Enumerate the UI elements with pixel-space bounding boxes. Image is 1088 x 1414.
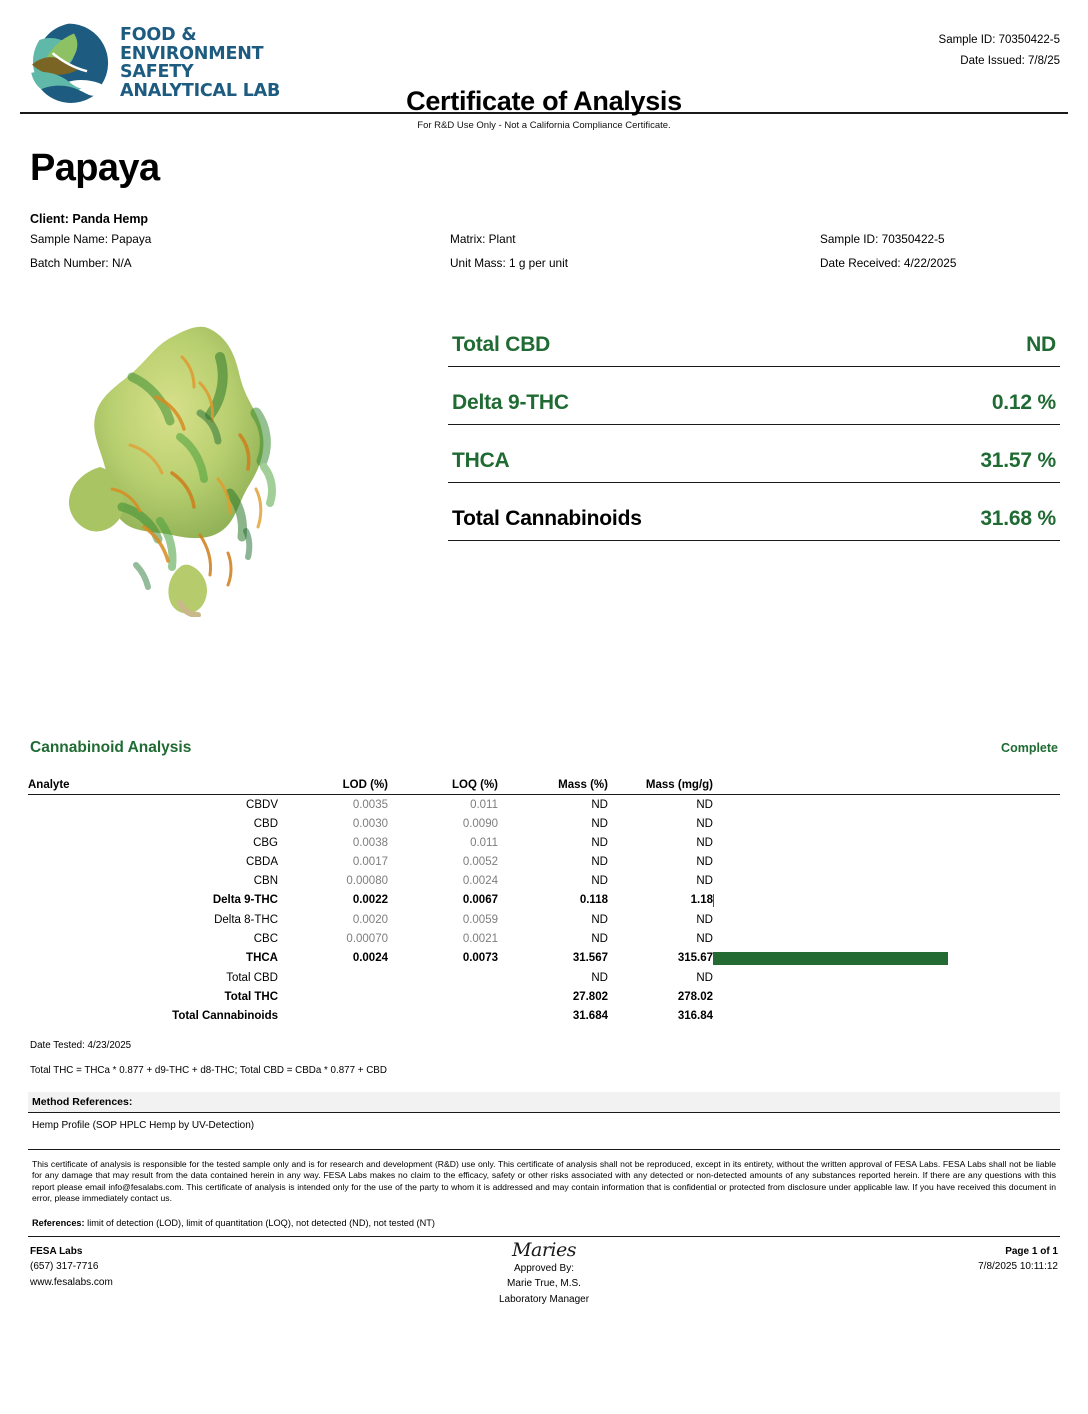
table-row bbox=[28, 1006, 1060, 1025]
cannabinoid-table bbox=[28, 779, 1060, 1025]
cell-bar bbox=[713, 968, 1060, 987]
cell-mass-mgg: ND bbox=[696, 817, 713, 830]
cell-bar bbox=[713, 871, 1060, 890]
cell-mass-mgg: ND bbox=[696, 913, 713, 926]
cell-loq: 0.0090 bbox=[462, 817, 498, 830]
cannabinoid-analysis-section bbox=[0, 739, 1088, 1236]
cannabis-bud-image bbox=[60, 317, 350, 617]
legal-disclaimer: This certificate of analysis is responsible for the tested sample only and is for research and development (R&D) use only. This certificate of analysis shall not be reproduced, except in its entirety, without the written approval of FESA Labs. FESA Labs shall not be liable for any damage that may result from the data contained herein in any way. FESA Labs makes no claim to the efficacy, safety or other risks associated with any detected or non-detected amounts of any substances reported herein. If there are any questions with this report please email info@fesalabs.com. This certificate of analysis is intended only for the use of the party to whom it is addressed and may contain information that is confidential or protected from disclosure under applicable law. If you have received this document in error, please immediately contact us. bbox=[32, 1159, 1056, 1204]
footer-phone: (657) 317-7716 bbox=[30, 1261, 99, 1273]
logo-line-2: ENVIRONMENT bbox=[120, 43, 264, 64]
summary-value: 31.68 % bbox=[980, 507, 1056, 530]
cell-bar bbox=[713, 987, 1060, 1006]
header-sample-id: Sample ID: 70350422-5 bbox=[938, 34, 1060, 46]
summary-row bbox=[448, 309, 1060, 367]
date-tested: Date Tested: 4/23/2025 bbox=[30, 1040, 132, 1051]
method-references-heading: Method References: bbox=[28, 1092, 1060, 1113]
batch-number: Batch Number: N/A bbox=[30, 256, 132, 270]
cell-analyte: CBDV bbox=[246, 798, 278, 811]
cell-mass-mgg: 1.18 bbox=[690, 894, 713, 906]
table-row bbox=[28, 814, 1060, 833]
references-line bbox=[32, 1218, 1056, 1236]
cell-analyte: Delta 8-THC bbox=[214, 913, 278, 926]
cell-lod: 0.00070 bbox=[346, 932, 388, 945]
summary-value: 0.12 % bbox=[991, 391, 1056, 414]
signature-image: Maries bbox=[512, 1238, 576, 1261]
cell-lod bbox=[278, 968, 388, 987]
sample-matrix: Matrix: Plant bbox=[450, 232, 516, 246]
cell-lod bbox=[278, 1006, 388, 1025]
cell-bar bbox=[713, 833, 1060, 852]
table-header-row bbox=[28, 779, 1060, 795]
cell-mass-pct: ND bbox=[591, 913, 608, 926]
client-name: Client: Panda Hemp bbox=[30, 212, 149, 226]
value-bar bbox=[713, 894, 714, 907]
cell-loq: 0.0059 bbox=[462, 913, 498, 926]
cell-bar bbox=[713, 1006, 1060, 1025]
cell-analyte: CBN bbox=[253, 874, 278, 887]
page-header bbox=[0, 0, 1088, 116]
page-footer bbox=[28, 1236, 1060, 1320]
summary-value: ND bbox=[1026, 333, 1056, 356]
cell-analyte: CBD bbox=[253, 817, 278, 830]
cell-loq bbox=[388, 987, 498, 1006]
page-title: Certificate of Analysis bbox=[406, 86, 682, 116]
cell-lod: 0.0020 bbox=[352, 913, 388, 926]
cell-mass-pct: 31.684 bbox=[572, 1009, 608, 1022]
cell-lod: 0.0030 bbox=[352, 817, 388, 830]
column-header-loq: LOQ (%) bbox=[388, 779, 498, 795]
table-row bbox=[28, 948, 1060, 968]
date-received: Date Received: 4/22/2025 bbox=[820, 256, 957, 270]
cell-analyte: CBG bbox=[253, 836, 278, 849]
cell-lod bbox=[278, 987, 388, 1006]
cell-mass-pct: 31.567 bbox=[572, 952, 608, 964]
cell-bar bbox=[713, 814, 1060, 833]
summary-results-panel bbox=[448, 309, 1060, 541]
sample-id: Sample ID: 70350422-5 bbox=[820, 232, 945, 246]
cell-loq: 0.0021 bbox=[462, 932, 498, 945]
cell-loq: 0.0052 bbox=[462, 855, 498, 868]
cell-mass-mgg: ND bbox=[696, 855, 713, 868]
table-row bbox=[28, 910, 1060, 929]
footer-page-info bbox=[978, 1244, 1058, 1275]
cell-mass-mgg: ND bbox=[696, 798, 713, 811]
analysis-status-badge: Complete bbox=[1001, 741, 1058, 755]
value-bar bbox=[713, 952, 948, 965]
cell-lod: 0.0022 bbox=[352, 894, 388, 906]
cell-mass-mgg: 315.67 bbox=[677, 952, 713, 964]
cell-loq bbox=[388, 968, 498, 987]
analysis-title: Cannabinoid Analysis bbox=[30, 739, 192, 756]
table-row bbox=[28, 987, 1060, 1006]
cell-bar bbox=[713, 890, 1060, 910]
table-row bbox=[28, 968, 1060, 987]
approver-title: Laboratory Manager bbox=[498, 1293, 590, 1305]
page-number: Page 1 of 1 bbox=[1005, 1245, 1058, 1257]
cell-loq: 0.0024 bbox=[462, 874, 498, 887]
cell-lod: 0.0024 bbox=[352, 952, 388, 964]
cell-loq: 0.011 bbox=[470, 798, 498, 811]
cell-mass-mgg: 316.84 bbox=[677, 1009, 713, 1022]
table-row bbox=[28, 871, 1060, 890]
summary-label: Delta 9-THC bbox=[452, 391, 569, 414]
cell-bar bbox=[713, 929, 1060, 948]
cell-mass-pct: ND bbox=[591, 971, 608, 984]
footer-approval bbox=[28, 1239, 1060, 1308]
header-date-issued: Date Issued: 7/8/25 bbox=[960, 55, 1060, 67]
column-header-bar bbox=[713, 779, 1060, 795]
table-row bbox=[28, 833, 1060, 852]
summary-row bbox=[448, 367, 1060, 425]
references-text: limit of detection (LOD), limit of quantitation (LOQ), not detected (ND), not tested (NT) bbox=[84, 1217, 435, 1228]
summary-label: Total CBD bbox=[452, 333, 551, 356]
generated-timestamp: 7/8/2025 10:11:12 bbox=[978, 1261, 1058, 1273]
column-header-mass-mgg: Mass (mg/g) bbox=[608, 779, 713, 795]
cell-analyte: Total Cannabinoids bbox=[172, 1009, 278, 1022]
cell-lod: 0.00080 bbox=[346, 874, 388, 887]
cell-mass-pct: 0.118 bbox=[579, 894, 608, 906]
logo-line-1: FOOD & bbox=[120, 25, 197, 45]
sample-info-grid bbox=[0, 226, 1088, 271]
cell-analyte: Delta 9-THC bbox=[212, 894, 278, 906]
cell-mass-pct: ND bbox=[591, 817, 608, 830]
header-meta bbox=[939, 30, 1060, 72]
rd-use-note: For R&D Use Only - Not a California Compliance Certificate. bbox=[417, 120, 671, 131]
cannabinoid-table-body bbox=[28, 795, 1060, 1026]
table-row bbox=[28, 929, 1060, 948]
summary-label: THCA bbox=[452, 449, 510, 472]
cell-mass-mgg: ND bbox=[696, 932, 713, 945]
legal-section bbox=[28, 1149, 1060, 1236]
sample-photo bbox=[60, 317, 350, 617]
strain-name: Papaya bbox=[30, 147, 160, 189]
cell-loq: 0.0067 bbox=[462, 894, 498, 906]
cell-lod: 0.0017 bbox=[352, 855, 388, 868]
summary-value: 31.57 % bbox=[980, 449, 1056, 472]
cell-analyte: THCA bbox=[246, 952, 278, 964]
logo-line-4: ANALYTICAL LAB bbox=[120, 80, 281, 101]
cell-mass-pct: 27.802 bbox=[572, 990, 608, 1003]
footer-website[interactable]: www.fesalabs.com bbox=[30, 1276, 113, 1288]
cell-mass-mgg: ND bbox=[696, 971, 713, 984]
approved-by-label: Approved By: bbox=[513, 1262, 575, 1274]
cell-lod: 0.0038 bbox=[352, 836, 388, 849]
cell-loq bbox=[388, 1006, 498, 1025]
cell-bar bbox=[713, 948, 1060, 968]
formula-note: Total THC = THCa * 0.877 + d9-THC + d8-THC; Total CBD = CBDa * 0.877 + CBD bbox=[30, 1065, 387, 1076]
column-header-mass-pct: Mass (%) bbox=[498, 779, 608, 795]
cell-loq: 0.0073 bbox=[462, 952, 498, 964]
unit-mass: Unit Mass: 1 g per unit bbox=[450, 256, 569, 270]
logo-line-3: SAFETY bbox=[120, 62, 194, 82]
footer-lab-name: FESA Labs bbox=[30, 1245, 83, 1257]
summary-row bbox=[448, 425, 1060, 483]
cell-loq: 0.011 bbox=[470, 836, 498, 849]
sample-name: Sample Name: Papaya bbox=[30, 232, 152, 246]
cell-mass-pct: ND bbox=[591, 932, 608, 945]
cell-mass-mgg: ND bbox=[696, 836, 713, 849]
cell-analyte: CBDA bbox=[246, 855, 278, 868]
cell-mass-mgg: ND bbox=[696, 874, 713, 887]
references-label: References: bbox=[32, 1217, 85, 1228]
table-row bbox=[28, 890, 1060, 910]
cell-mass-pct: ND bbox=[591, 855, 608, 868]
analysis-header bbox=[28, 739, 1060, 757]
table-row bbox=[28, 852, 1060, 871]
cell-bar bbox=[713, 852, 1060, 871]
summary-section bbox=[0, 299, 1088, 729]
cell-mass-pct: ND bbox=[591, 798, 608, 811]
cell-mass-pct: ND bbox=[591, 836, 608, 849]
cell-analyte: Total CBD bbox=[226, 971, 278, 984]
table-row bbox=[28, 795, 1060, 815]
cell-analyte: CBC bbox=[253, 932, 278, 945]
cell-mass-mgg: 278.02 bbox=[677, 990, 713, 1003]
cell-bar bbox=[713, 910, 1060, 929]
column-header-analyte: Analyte bbox=[28, 779, 278, 795]
summary-label: Total Cannabinoids bbox=[452, 507, 642, 530]
cell-bar bbox=[713, 795, 1060, 815]
method-reference-item: Hemp Profile (SOP HPLC Hemp by UV-Detection) bbox=[32, 1120, 255, 1131]
cell-lod: 0.0035 bbox=[352, 798, 388, 811]
summary-row bbox=[448, 483, 1060, 541]
cell-analyte: Total THC bbox=[224, 990, 278, 1003]
cell-mass-pct: ND bbox=[591, 874, 608, 887]
approver-name: Marie True, M.S. bbox=[507, 1278, 581, 1290]
column-header-lod: LOD (%) bbox=[278, 779, 388, 795]
